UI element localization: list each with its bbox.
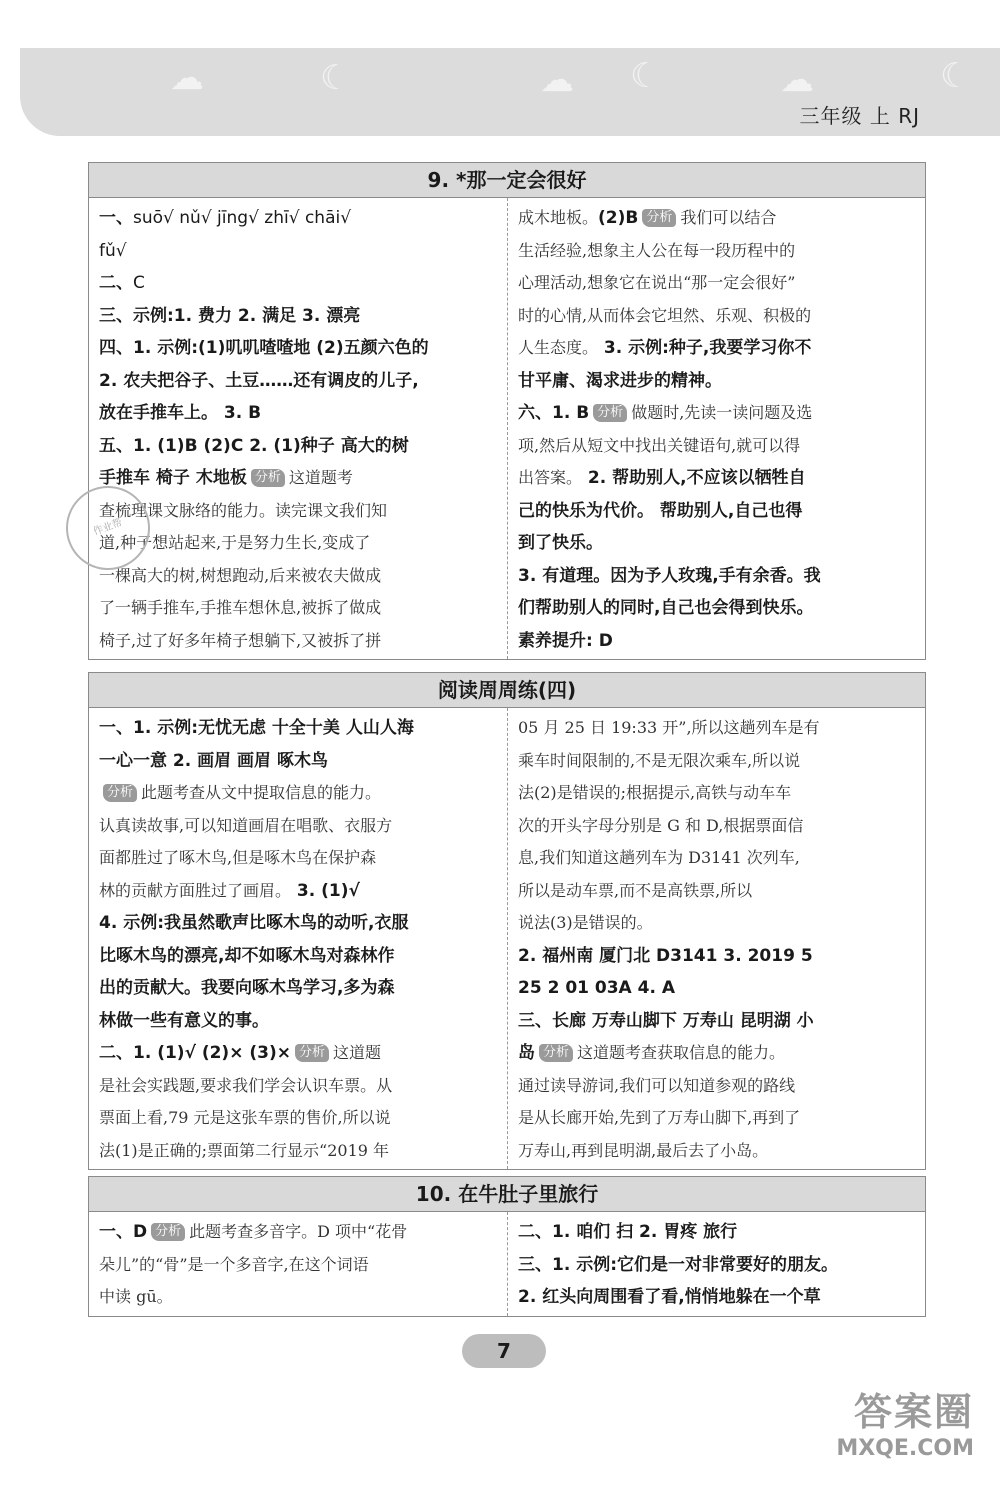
answer-line — [99, 1037, 499, 1070]
answer-text: 三、示例:1. 费力 2. 满足 3. 漂亮 — [99, 305, 361, 326]
analysis-text: 做题时,先读一读问题及选 — [631, 403, 813, 422]
answer-text: 手推车 椅子 木地板 — [99, 468, 247, 488]
answer-line — [99, 1216, 499, 1249]
section-title: 9. *那一定会很好 — [89, 163, 925, 198]
answer-line — [99, 1281, 499, 1314]
answer-line — [99, 712, 499, 745]
analysis-text: 认真读故事,可以知道画眉在唱歌、衣服方 — [99, 815, 393, 835]
answer-line — [518, 1216, 917, 1249]
answer-text: 岛 — [518, 1043, 535, 1063]
analysis-text: 息,我们知道这趟列车为 D3141 次列车, — [518, 848, 800, 867]
answer-line — [99, 560, 499, 593]
answer-text: 4. 示例:我虽然歌声比啄木鸟的动听,衣服 — [99, 913, 409, 933]
answer-text: fǔ√ — [99, 240, 127, 261]
analysis-badge: 分析 — [539, 1044, 573, 1062]
left-column — [89, 708, 507, 1169]
answer-text: 放在手推车上。 3. B — [99, 403, 262, 423]
answer-line — [518, 972, 917, 1005]
answer-line — [99, 907, 499, 940]
watermark — [836, 1381, 974, 1461]
analysis-text: 人生态度。 — [518, 338, 599, 357]
answer-line — [99, 365, 499, 398]
analysis-text: 05 月 25 日 19:33 开”,所以这趟列车是有 — [518, 718, 820, 737]
answer-line — [518, 267, 917, 300]
answer-line — [518, 777, 917, 810]
answer-line — [99, 625, 499, 658]
answer-text: 2. 红头向周围看了看,悄悄地躲在一个草 — [518, 1287, 821, 1307]
answer-line — [518, 527, 917, 560]
answer-text: 2. 帮助别人,不应该以牺牲自 — [582, 468, 806, 488]
answer-line — [99, 777, 499, 810]
answer-line — [99, 875, 499, 908]
analysis-badge: 分析 — [103, 784, 137, 802]
answer-line — [99, 1070, 499, 1103]
answer-line — [518, 592, 917, 625]
watermark-url: MXQE.COM — [836, 1436, 974, 1461]
answer-text: (2)B — [598, 208, 639, 228]
answer-line — [518, 625, 917, 658]
page-number: 7 — [462, 1334, 546, 1368]
answer-line — [518, 560, 917, 593]
grade-label: 三年级 上 RJ — [799, 104, 920, 128]
cloud-icon: ☁ — [780, 60, 814, 100]
analysis-text: 了一辆手推车,手推车想休息,被拆了做成 — [99, 598, 382, 617]
analysis-text: 通过读导游词,我们可以知道参观的路线 — [518, 1075, 796, 1095]
answer-line — [518, 1005, 917, 1038]
answer-line — [99, 1135, 499, 1168]
answer-line — [99, 332, 499, 365]
analysis-text: 次的开头字母分别是 G 和 D,根据票面信 — [518, 815, 804, 835]
answer-line — [99, 972, 499, 1005]
analysis-text: 票面上看,79 元是这张车票的售价,所以说 — [99, 1108, 391, 1127]
answer-text: 三、1. 示例:它们是一对非常要好的朋友。 — [518, 1254, 839, 1275]
answer-line — [518, 712, 917, 745]
answer-text: 出的贡献大。我要向啄木鸟学习,多为森 — [99, 978, 395, 998]
cloud-icon: ☁ — [170, 58, 204, 98]
answer-line — [518, 907, 917, 940]
answer-text: 25 2 01 03A 4. A — [518, 978, 675, 998]
analysis-text: 查梳理课文脉络的能力。读完课文我们知 — [99, 500, 388, 520]
answer-line — [99, 397, 499, 430]
answer-text: 一、 — [99, 208, 133, 228]
left-column — [89, 1212, 507, 1316]
analysis-text: 所以是动车票,而不是高铁票,所以 — [518, 880, 753, 900]
analysis-text: 出答案。 — [518, 468, 583, 487]
analysis-text: 此题考查从文中提取信息的能力。 — [141, 783, 382, 802]
answer-line — [99, 527, 499, 560]
answer-text: 2. 福州南 厦门北 D3141 3. 2019 5 — [518, 945, 813, 966]
answer-text: 3. (1)√ — [291, 880, 360, 901]
answer-line — [99, 940, 499, 973]
analysis-badge: 分析 — [151, 1223, 185, 1241]
analysis-text: 林的贡献方面胜过了画眉。 — [99, 880, 292, 900]
answer-line — [518, 1281, 917, 1314]
analysis-text: 这道题 — [333, 1043, 382, 1062]
analysis-text: 是从长廊开始,先到了万寿山脚下,再到了 — [518, 1108, 801, 1127]
answer-text: 己的快乐为代价。 帮助别人,自己也得 — [518, 500, 803, 521]
answer-line — [518, 202, 917, 235]
answer-line — [99, 1005, 499, 1038]
answer-line — [518, 1070, 917, 1103]
section-weekly-practice — [88, 672, 926, 1170]
answer-text: 三、长廊 万寿山脚下 万寿山 昆明湖 小 — [518, 1010, 814, 1031]
watermark-title: 答案圈 — [853, 1390, 974, 1434]
analysis-text: 时的心情,从而体会它坦然、乐观、积极的 — [518, 305, 812, 325]
moon-icon: ☾ — [320, 58, 351, 98]
analysis-text: 朵儿”的“骨”是一个多音字,在这个词语 — [99, 1254, 369, 1274]
answer-text: 比啄木鸟的漂亮,却不如啄木鸟对森林作 — [99, 945, 395, 966]
analysis-text: 是社会实践题,要求我们学会认识车票。从 — [99, 1075, 393, 1095]
analysis-text: 乘车时间限制的,不是无限次乘车,所以说 — [518, 750, 801, 770]
answer-line — [99, 267, 499, 300]
stamp: 作业帮 — [54, 474, 162, 582]
answer-text: C — [133, 273, 145, 293]
answer-line — [99, 495, 499, 528]
answer-text: 一心一意 2. 画眉 画眉 啄木鸟 — [99, 750, 328, 771]
analysis-text: 项,然后从短文中找出关键语句,就可以得 — [518, 435, 801, 455]
answer-text: 五、1. (1)B (2)C 2. (1)种子 高大的树 — [99, 435, 409, 456]
analysis-text: 面都胜过了啄木鸟,但是啄木鸟在保护森 — [99, 848, 377, 867]
answer-line — [518, 495, 917, 528]
answer-line — [99, 1102, 499, 1135]
answer-line — [518, 745, 917, 778]
analysis-text: 中读 gū。 — [99, 1287, 173, 1306]
analysis-text: 一棵高大的树,树想跑动,后来被农夫做成 — [99, 565, 382, 585]
answer-text: suō√ nǔ√ jīng√ zhī√ chāi√ — [133, 208, 352, 228]
answer-text: 们帮助别人的同时,自己也会得到快乐。 — [518, 598, 814, 618]
answer-line — [518, 397, 917, 430]
answer-line — [518, 300, 917, 333]
answer-line — [518, 1249, 917, 1282]
analysis-text: 椅子,过了好多年椅子想躺下,又被拆了拼 — [99, 630, 382, 650]
answer-text: 一、D — [99, 1222, 148, 1242]
answer-line — [99, 842, 499, 875]
answer-line — [99, 430, 499, 463]
answer-line — [99, 745, 499, 778]
right-column — [507, 198, 925, 659]
analysis-text: 成木地板。 — [518, 208, 599, 227]
analysis-text: 这道题考 — [288, 468, 353, 487]
answer-line — [99, 462, 499, 495]
analysis-text: 法(2)是错误的;根据提示,高铁与动车车 — [518, 783, 792, 802]
answer-line — [518, 940, 917, 973]
answer-text: 四、1. 示例:(1)叽叽喳喳地 (2)五颜六色的 — [99, 338, 429, 358]
analysis-text: 道,种子想站起来,于是努力生长,变成了 — [99, 533, 371, 552]
answer-text: 2. 农夫把谷子、土豆……还有调皮的儿子, — [99, 370, 419, 391]
answer-line — [99, 810, 499, 843]
section-lesson-9 — [88, 162, 926, 660]
answer-line — [99, 592, 499, 625]
answer-text: 到了快乐。 — [518, 533, 603, 553]
analysis-text: 法(1)是正确的;票面第二行显示“2019 年 — [99, 1140, 390, 1160]
answer-line — [518, 365, 917, 398]
answer-text: 3. 示例:种子,我要学习你不 — [598, 338, 812, 358]
answer-text: 二、 — [99, 273, 133, 293]
analysis-badge: 分析 — [642, 209, 676, 227]
section-title: 阅读周周练(四) — [89, 673, 925, 708]
answer-text: 二、1. 咱们 扫 2. 胃疼 旅行 — [518, 1222, 738, 1242]
analysis-badge: 分析 — [251, 469, 285, 487]
analysis-text: 这道题考查获取信息的能力。 — [577, 1043, 786, 1062]
answer-text: 素养提升: D — [518, 630, 613, 651]
answer-line — [518, 810, 917, 843]
section-lesson-10 — [88, 1176, 926, 1317]
answer-line — [518, 875, 917, 908]
analysis-badge: 分析 — [593, 404, 627, 422]
answer-text: 二、1. (1)√ (2)× (3)× — [99, 1043, 291, 1063]
moon-icon: ☾ — [630, 56, 661, 96]
answer-text: 林做一些有意义的事。 — [99, 1010, 269, 1031]
analysis-text: 心理活动,想象它在说出“那一定会很好” — [518, 273, 796, 292]
analysis-text: 此题考查多音字。D 项中“花骨 — [189, 1222, 408, 1241]
left-column — [89, 198, 507, 659]
answer-line — [518, 430, 917, 463]
analysis-text: 万寿山,再到昆明湖,最后去了小岛。 — [518, 1140, 769, 1160]
answer-line — [518, 1135, 917, 1168]
answer-line — [99, 1249, 499, 1282]
right-column — [507, 708, 925, 1169]
right-column — [507, 1212, 925, 1316]
answer-line — [99, 235, 499, 268]
answer-line — [518, 235, 917, 268]
answer-line — [518, 332, 917, 365]
answer-text: 甘平庸、渴求进步的精神。 — [518, 370, 722, 391]
analysis-text: 说法(3)是错误的。 — [518, 913, 653, 932]
moon-icon: ☾ — [940, 56, 971, 96]
cloud-icon: ☁ — [540, 60, 574, 100]
analysis-text: 我们可以结合 — [680, 208, 777, 227]
answer-line — [518, 1102, 917, 1135]
analysis-badge: 分析 — [295, 1044, 329, 1062]
answer-line — [99, 300, 499, 333]
answer-line — [518, 462, 917, 495]
answer-line — [99, 202, 499, 235]
section-title: 10. 在牛肚子里旅行 — [89, 1177, 925, 1212]
answer-text: 一、1. 示例:无忧无虑 十全十美 人山人海 — [99, 718, 414, 738]
analysis-text: 生活经验,想象主人公在每一段历程中的 — [518, 240, 796, 260]
answer-line — [518, 842, 917, 875]
answer-text: 3. 有道理。因为予人玫瑰,手有余香。我 — [518, 565, 821, 586]
answer-text: 六、1. B — [518, 403, 590, 423]
answer-line — [518, 1037, 917, 1070]
